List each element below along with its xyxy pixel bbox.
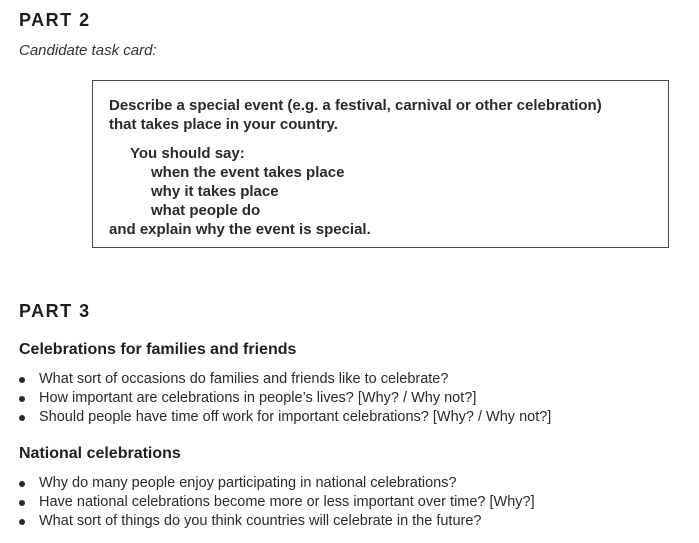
task-point-2: why it takes place (151, 183, 279, 200)
bullet-icon (19, 377, 25, 383)
section-heading-national-celebrations: National celebrations (19, 445, 181, 462)
part-2-heading: PART 2 (19, 10, 91, 30)
part-3-heading: PART 3 (19, 301, 91, 321)
list-item (19, 370, 551, 389)
question-text: Have national celebrations become more or less important over time? [Why?] (39, 494, 535, 510)
question-text: How important are celebrations in people’s lives? [Why? / Why not?] (39, 390, 477, 406)
task-card-caption: Candidate task card: (19, 42, 157, 59)
bullet-icon (19, 396, 25, 402)
bullet-icon (19, 519, 25, 525)
bullet-icon (19, 481, 25, 487)
task-should-say: You should say: (130, 145, 245, 162)
question-text: Should people have time off work for important celebrations? [Why? / Why not?] (39, 409, 552, 425)
candidate-task-card (92, 80, 669, 248)
question-text: What sort of things do you think countries will celebrate in the future? (39, 513, 482, 529)
task-prompt-line-1: Describe a special event (e.g. a festival, carnival or other celebration) (109, 97, 602, 114)
task-point-3: what people do (151, 202, 261, 219)
bullet-icon (19, 415, 25, 421)
bullet-icon (19, 500, 25, 506)
list-item (19, 512, 535, 531)
question-list-families-friends (19, 370, 551, 427)
list-item (19, 474, 535, 493)
section-heading-families-friends: Celebrations for families and friends (19, 341, 297, 358)
task-prompt-line-2: that takes place in your country. (109, 116, 338, 133)
list-item (19, 389, 551, 408)
question-text: Why do many people enjoy participating in national celebrations? (39, 475, 457, 491)
question-text: What sort of occasions do families and friends like to celebrate? (39, 371, 449, 387)
list-item (19, 408, 551, 427)
task-point-1: when the event takes place (151, 164, 345, 181)
list-item (19, 493, 535, 512)
question-list-national-celebrations (19, 474, 535, 531)
task-closing: and explain why the event is special. (109, 221, 371, 238)
